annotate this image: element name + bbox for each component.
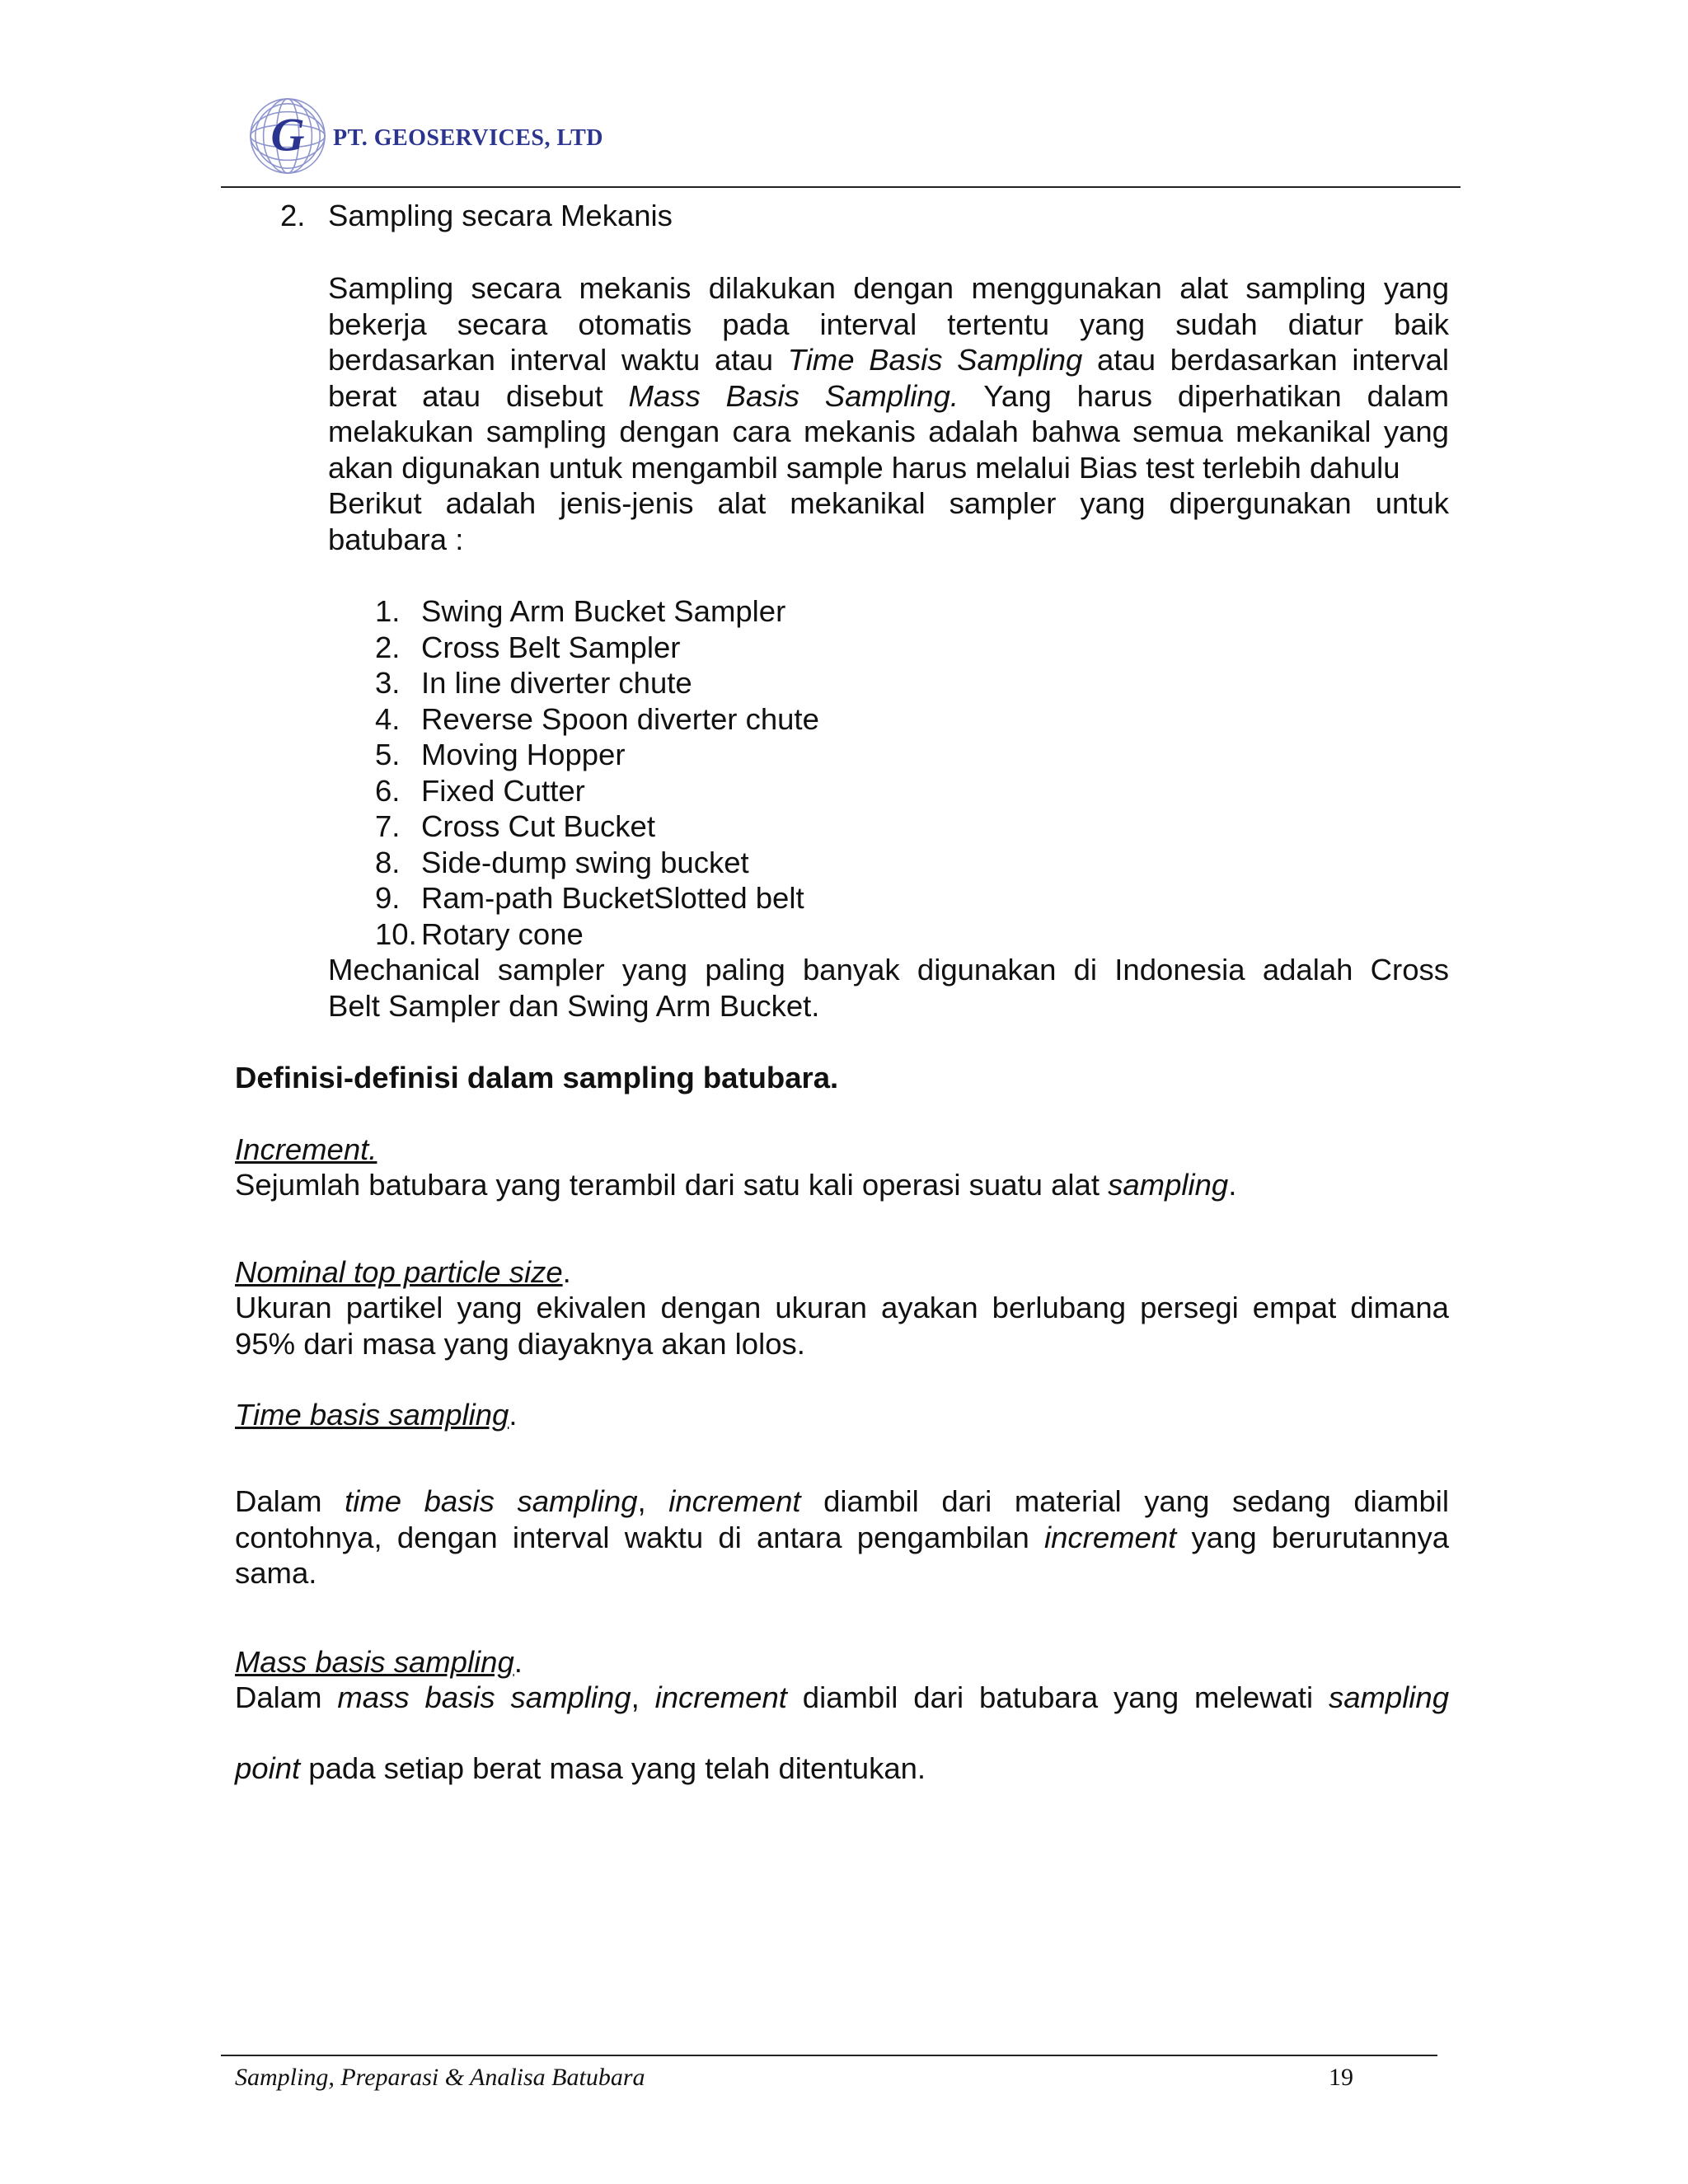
para-line: melakukan sampling dengan cara mekanis adalah bahwa semua mekanikal yang — [328, 415, 1449, 448]
company-logo — [247, 96, 328, 176]
list-item: 8. Side-dump swing bucket — [375, 845, 749, 879]
logo-letter: G — [270, 109, 305, 162]
definition-time-basis: Dalam time basis sampling, increment diambil dari material yang sedang diambil contohnya, dengan interval waktu di antara pengambilan increment yang berurutannya sama. — [235, 1484, 1450, 1590]
para-line: bekerja secara otomatis pada interval tertentu yang sudah diatur baik — [328, 307, 1449, 341]
footer-title: Sampling, Preparasi & Analisa Batubara — [235, 2064, 645, 2091]
para-line: Berikut adalah jenis-jenis alat mekanikal sampler yang dipergunakan untuk — [328, 486, 1449, 520]
list-item: 2. Cross Belt Sampler — [375, 630, 681, 664]
para-line: berdasarkan interval waktu atau Time Basis Sampling atau berdasarkan interval — [328, 343, 1449, 377]
definition-mass-basis-line1: Dalam mass basis sampling, increment diambil dari batubara yang melewati sampling — [235, 1680, 1450, 1714]
para-line: batubara : — [328, 522, 464, 556]
list-item: 6. Fixed Cutter — [375, 773, 585, 808]
definition-increment: Sejumlah batubara yang terambil dari satu kali operasi suatu alat sampling. — [235, 1168, 1237, 1202]
closing-line: Belt Sampler dan Swing Arm Bucket. — [328, 988, 820, 1023]
closing-line: Mechanical sampler yang paling banyak digunakan di Indonesia adalah Cross — [328, 953, 1449, 987]
page-number: 19 — [1329, 2064, 1353, 2091]
section-paragraph — [328, 270, 1449, 557]
para-line: berat atau disebut Mass Basis Sampling. Yang harus diperhatikan dalam — [328, 378, 1449, 413]
section-number: 2. — [280, 199, 306, 232]
closing-paragraph — [328, 952, 1449, 1024]
list-item: 5. Moving Hopper — [375, 738, 626, 771]
section-heading — [280, 198, 673, 234]
list-item: 10. Rotary cone — [375, 916, 584, 951]
header-divider — [221, 186, 1461, 188]
definition-nominal-top-size: Ukuran partikel yang ekivalen dengan ukuran ayakan berlubang persegi empat dimana 95% dari masa yang diayaknya akan lolos. — [235, 1291, 1449, 1361]
para-line: Sampling secara mekanis dilakukan dengan menggunakan alat sampling yang — [328, 271, 1449, 305]
list-item: 9. Ram-path BucketSlotted belt — [375, 881, 804, 915]
company-name: PT. GEOSERVICES, LTD — [333, 125, 604, 151]
term-increment: Increment. — [235, 1132, 377, 1166]
para-line: akan digunakan untuk mengambil sample harus melalui Bias test terlebih dahulu — [328, 450, 1400, 485]
list-item: 4. Reverse Spoon diverter chute — [375, 701, 819, 736]
list-item: 7. Cross Cut Bucket — [375, 809, 655, 843]
sampler-list — [375, 593, 819, 952]
footer-divider — [221, 2055, 1437, 2056]
term-nominal-top-size: Nominal top particle size. — [235, 1255, 571, 1289]
term-time-basis: Time basis sampling. — [235, 1398, 518, 1432]
term-mass-basis: Mass basis sampling. — [235, 1645, 523, 1679]
definitions-heading: Definisi-definisi dalam sampling batubara. — [235, 1061, 839, 1094]
definition-mass-basis-line2: point pada setiap berat masa yang telah ditentukan. — [235, 1751, 926, 1785]
list-item: 3. In line diverter chute — [375, 666, 692, 700]
list-item: 1. Swing Arm Bucket Sampler — [375, 594, 786, 628]
section-title: Sampling secara Mekanis — [328, 199, 673, 232]
